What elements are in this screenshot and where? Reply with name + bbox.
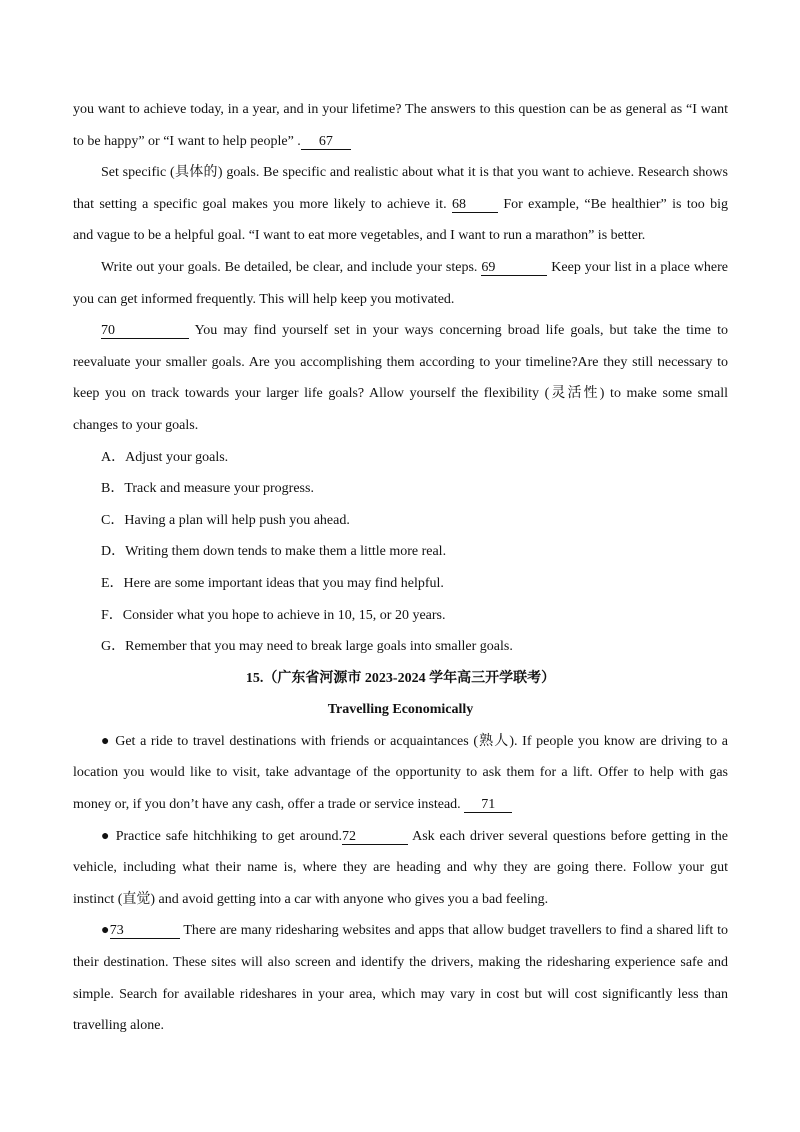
answer-blank-71: 71 [464, 797, 512, 813]
option-c: C．Having a plan will help push you ahead. [101, 512, 350, 528]
text-line [73, 252, 728, 284]
text-line: their destination. These sites will also screen and identify the drivers, making the ridesharing experience safe and [73, 955, 728, 971]
question-heading: 15.（广东省河源市 2023-2024 学年高三开学联考） [245, 670, 556, 686]
text-line [73, 789, 728, 821]
text-line: and vague to be a helpful goal. “I want to eat more vegetables, and I want to run a marathon” is better. [73, 228, 646, 244]
option-f: F．Consider what you hope to achieve in 10, 15, or 20 years. [101, 607, 446, 623]
text-line [73, 126, 728, 158]
option-b: B．Track and measure your progress. [101, 481, 314, 497]
text-line: changes to your goals. [73, 417, 199, 433]
text-span: Write out your goals. Be detailed, be clear, and include your steps. [101, 259, 478, 275]
option-e: E．Here are some important ideas that you may find helpful. [101, 575, 444, 591]
text-line: location you would like to visit, take advantage of the opportunity to ask them for a lift. Offer to help with gas [73, 765, 728, 781]
text-span: to be happy” or “I want to help people” . [73, 133, 301, 149]
text-span: For example, “Be healthier” is too big [503, 196, 728, 212]
answer-blank-72: 72 [342, 829, 408, 845]
text-span: You may find yourself set in your ways concerning broad life goals, but take the time to [194, 323, 728, 339]
text-line: simple. Search for available rideshares in your area, which may vary in cost but will cost significantly less than [73, 986, 728, 1002]
text-line: reevaluate your smaller goals. Are you accomplishing them according to your timeline?Are they still necessary to [73, 354, 728, 370]
text-line: ● Get a ride to travel destinations with friends or acquaintances (熟人). If people you know are driving to a [101, 733, 728, 749]
text-span: Ask each driver several questions before getting in the [412, 828, 728, 844]
bullet: ● [101, 923, 110, 939]
answer-blank-73: 73 [110, 923, 180, 939]
answer-blank-70: 70 [101, 323, 189, 339]
option-d: D．Writing them down tends to make them a little more real. [101, 544, 447, 560]
text-span: ● Practice safe hitchhiking to get around. [101, 828, 342, 844]
text-line: Set specific (具体的) goals. Be specific and realistic about what it is that you want to achieve. Research shows [101, 165, 728, 181]
text-line [73, 821, 728, 853]
text-line [73, 315, 728, 347]
text-line: you can get informed frequently. This will help keep you motivated. [73, 291, 455, 307]
option-a: A．Adjust your goals. [101, 449, 229, 465]
text-span: money or, if you don’t have any cash, offer a trade or service instead. [73, 797, 461, 813]
text-span: There are many ridesharing websites and apps that allow budget travellers to find a shared lift to [183, 923, 728, 939]
text-line: travelling alone. [73, 1018, 164, 1034]
text-line [73, 915, 728, 947]
text-line: vehicle, including what their name is, where they are heading and why they are going there. Follow your gut [73, 860, 728, 876]
answer-blank-69: 69 [481, 260, 547, 276]
text-span: that setting a specific goal makes you more likely to achieve it. [73, 196, 447, 212]
text-line: keep you on track towards your larger life goals? Allow yourself the flexibility (灵活性) to make some small [73, 386, 728, 402]
text-line: you want to achieve today, in a year, and in your lifetime? The answers to this question can be as general as “I want [73, 102, 728, 117]
text-line [73, 189, 728, 221]
text-line: instinct (直觉) and avoid getting into a car with anyone who gives you a bad feeling. [73, 891, 549, 907]
answer-blank-67: 67 [301, 134, 351, 150]
text-span: Keep your list in a place where [551, 259, 729, 275]
option-g: G．Remember that you may need to break large goals into smaller goals. [101, 639, 513, 655]
answer-blank-68: 68 [452, 197, 498, 213]
document-page [73, 94, 728, 1042]
passage-title: Travelling Economically [327, 702, 474, 718]
